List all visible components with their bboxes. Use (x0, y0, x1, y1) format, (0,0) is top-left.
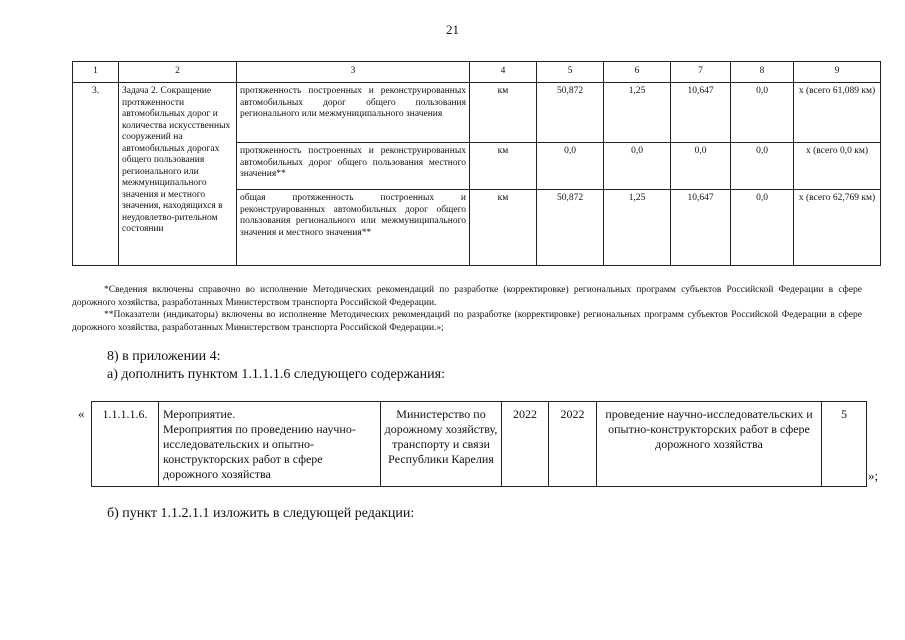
value-cell: 0,0 (731, 190, 794, 266)
header-cell: 4 (470, 62, 537, 83)
value-cell: 1,25 (604, 190, 671, 266)
event-description (159, 402, 381, 487)
paragraph: 8) в приложении 4: (107, 349, 221, 364)
table-row (92, 402, 867, 487)
value-cell: 1,25 (604, 83, 671, 143)
unit-cell: км (470, 83, 537, 143)
indicators-table (72, 61, 881, 266)
footnotes (72, 284, 862, 334)
header-cell: 6 (604, 62, 671, 83)
header-cell: 5 (537, 62, 604, 83)
header-cell: 1 (73, 62, 119, 83)
indicator-cell: протяженность построенных и реконструированных автомобильных дорог общего пользования регионального или межмуниципального значения (237, 83, 470, 143)
footnote: **Показатели (индикаторы) включены во исполнение Методических рекомендаций по разработке (корректировке) региональных программ субъектов Российской Федерации в сфере дорожного хозяйства, разработанных Министерством транспорта Российской Федерации.»; (72, 310, 862, 333)
header-cell: 2 (119, 62, 237, 83)
header-cell: 7 (671, 62, 731, 83)
value-cell: 5 (822, 402, 867, 487)
value-cell: 0,0 (731, 143, 794, 190)
value-cell: 50,872 (537, 83, 604, 143)
year-end: 2022 (549, 402, 597, 487)
unit-cell: км (470, 143, 537, 190)
task-cell: Задача 2. Сокращение протяженности автомобильных дорог и количества искусственных сооружений на автомобильных дорогах общего пользования регионального или межмуниципального значения и местного значения, находящихся в неудовлетво-рительном состоянии (119, 83, 237, 266)
total-cell: x (всего 0,0 км) (794, 143, 881, 190)
value-cell: 10,647 (671, 83, 731, 143)
indicator-cell: общая протяженность построенных и реконструированных автомобильных дорог общего пользования регионального или межмуниципального значения и местного значения** (237, 190, 470, 266)
row-number: 3. (73, 83, 119, 266)
header-cell: 9 (794, 62, 881, 83)
value-cell: 50,872 (537, 190, 604, 266)
result-cell: проведение научно-исследовательских и опытно-конструкторских работ в сфере дорожного хозяйства (597, 402, 822, 487)
total-cell: x (всего 62,769 км) (794, 190, 881, 266)
value-cell: 10,647 (671, 190, 731, 266)
paragraph: а) дополнить пунктом 1.1.1.1.6 следующего содержания: (107, 367, 445, 382)
table-row (73, 83, 881, 143)
closing-quote: »; (868, 468, 879, 483)
executor-cell: Министерство по дорожному хозяйству, транспорту и связи Республики Карелия (381, 402, 502, 487)
table-header-row (73, 62, 881, 83)
page-number: 21 (446, 22, 459, 37)
event-code: 1.1.1.1.6. (92, 402, 159, 487)
header-cell: 8 (731, 62, 794, 83)
value-cell: 0,0 (537, 143, 604, 190)
value-cell: 0,0 (604, 143, 671, 190)
total-cell: x (всего 61,089 км) (794, 83, 881, 143)
event-title: Мероприятие. (163, 407, 236, 421)
value-cell: 0,0 (671, 143, 731, 190)
header-cell: 3 (237, 62, 470, 83)
paragraph: б) пункт 1.1.2.1.1 изложить в следующей редакции: (107, 506, 415, 521)
event-table (91, 401, 867, 487)
year-start: 2022 (502, 402, 549, 487)
opening-quote: « (78, 406, 85, 421)
event-text: Мероприятия по проведению научно-исследовательских и опытно-конструкторских работ в сфере дорожного хозяйства (163, 422, 356, 481)
value-cell: 0,0 (731, 83, 794, 143)
indicator-cell: протяженность построенных и реконструированных автомобильных дорог общего пользования местного значения** (237, 143, 470, 190)
footnote: *Сведения включены справочно во исполнение Методических рекомендаций по разработке (корректировке) региональных программ субъектов Российской Федерации в сфере дорожного хозяйства, разработанных Министерством транспорта Российской Федерации. (72, 285, 862, 308)
unit-cell: км (470, 190, 537, 266)
